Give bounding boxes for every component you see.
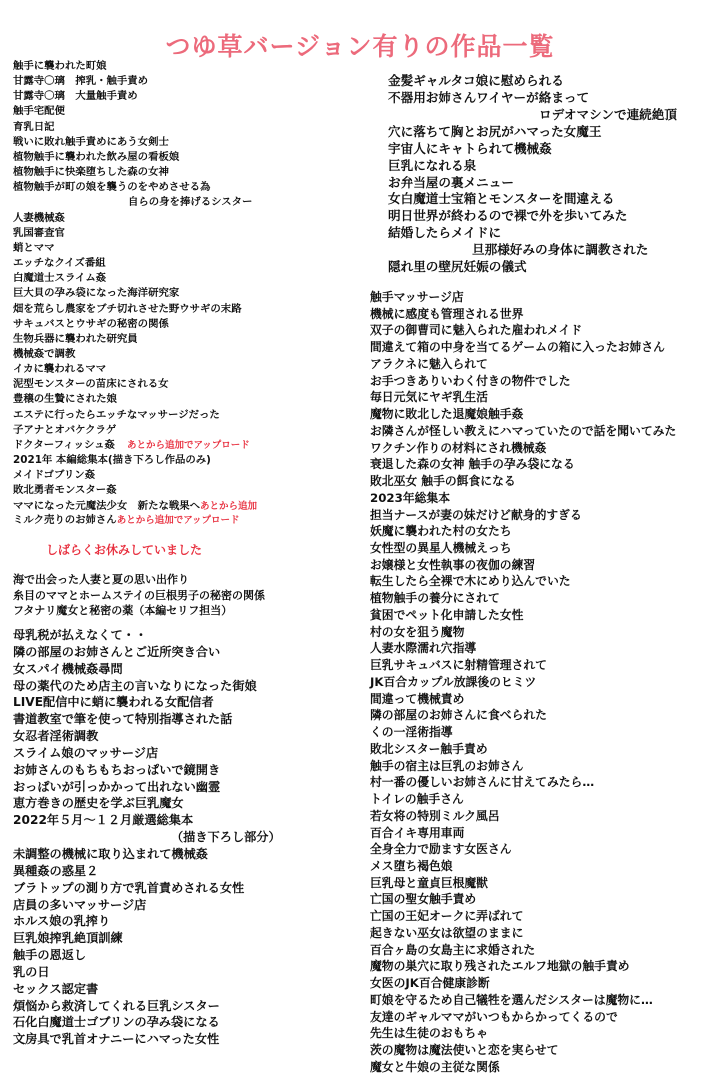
list-item: LIVE配信中に蛸に襲われる女配信者 <box>13 695 214 710</box>
list-item: 乳の日 <box>13 964 50 979</box>
note-added-later: あとから追加でアップロード <box>116 515 240 526</box>
list-item: 母の薬代のため店主の言いなりになった街娘 <box>13 678 257 693</box>
rest-notice: しばらくお休みしていました <box>46 543 203 557</box>
list-item: 隠れ里の壁尻妊娠の儀式 <box>388 259 527 275</box>
list-item <box>13 499 257 514</box>
list-item: 触手マッサージ店 <box>370 290 464 304</box>
list-item: 恵方巻きの歴史を学ぶ巨乳魔女 <box>13 796 184 811</box>
right-list-1 <box>388 73 677 276</box>
list-item: ワクチン作りの材料にされ機械姦 <box>370 440 547 455</box>
list-item: 全身全力で励ます女医さん <box>370 842 512 857</box>
list-item: 魔物の巣穴に取り残されたエルフ地獄の触手責め <box>370 959 630 974</box>
list-item: 触手に襲われた町娘 <box>13 60 107 72</box>
list-item: 白魔道士スライム姦 <box>13 272 107 285</box>
list-item: 戦いに敗れ触手責めにあう女剣士 <box>13 135 169 148</box>
list-item: 母乳税が払えなくて・・ <box>13 628 148 642</box>
list-item: 百合イキ専用車両 <box>370 825 465 840</box>
list-item: セックス認定書 <box>13 981 99 996</box>
list-item: 機械に感度も管理される世界 <box>370 306 524 321</box>
list-item: 泥型モンスターの苗床にされる女 <box>13 378 169 391</box>
list-item: 明日世界が終わるので裸で外を歩いてみた <box>388 208 628 224</box>
list-item: 穴に落ちて胸とお尻がハマった女魔王 <box>388 123 602 139</box>
list-item: 隣の部屋のお姉さんとご近所突き合い <box>13 644 221 659</box>
list-item: 巨乳サキュバスに射精管理されて <box>370 658 547 673</box>
left-list-2 <box>13 572 265 619</box>
list-item: メイドゴブリン姦 <box>13 469 96 482</box>
list-item: トイレの触手さん <box>370 792 464 807</box>
list-item: 畑を荒らし農家をブチ切れさせた野ウサギの末路 <box>13 302 242 315</box>
list-item: 書道教室で筆を使って特別指導された話 <box>13 712 233 727</box>
list-item: メス堕ち褐色娘 <box>370 858 453 873</box>
list-item: 植物触手に襲われた飲み屋の看板娘 <box>13 150 180 163</box>
list-item: 転生したら全裸で木にめり込んでいた <box>370 574 571 589</box>
list-item: 触手宅配便 <box>13 105 65 118</box>
list-item: 隣の部屋のお姉さんに食べられた <box>370 708 547 723</box>
list-item: お嬢様と女性執事の夜伽の練習 <box>370 557 536 572</box>
list-item: 担当ナースが妻の妹だけど献身的すぎる <box>370 507 582 522</box>
list-item: 触手の恩返し <box>13 948 87 963</box>
list-item: 2023年総集本 <box>370 490 451 505</box>
list-item: 間違えて箱の中身を当てるゲームの箱に入ったお姉さん <box>370 340 665 355</box>
list-item: 女医のJK百合健康診断 <box>370 976 490 991</box>
left-list-1 <box>13 59 257 514</box>
list-item: 巨乳娘搾乳絶頂訓練 <box>13 931 123 946</box>
milk-list <box>13 513 240 528</box>
list-item: 敗北勇者モンスター姦 <box>13 484 117 497</box>
list-item: （描き下ろし部分） <box>171 830 281 845</box>
list-item: 触手の宿主は巨乳のお姉さん <box>370 758 524 773</box>
list-item: JK百合カップル放課後のヒミツ <box>370 674 537 689</box>
list-item: 女忍者淫術調教 <box>13 729 99 744</box>
note-added-later: あとから追加でアップロード <box>126 439 250 451</box>
list-item: 豊穣の生贄にされた娘 <box>13 393 117 406</box>
list-item: 間違って機械責め <box>370 691 465 706</box>
list-item: 金髪ギャルタコ娘に慰められる <box>388 73 564 88</box>
list-item: エステに行ったらエッチなマッサージだった <box>13 408 220 421</box>
list-item: 敗北シスター触手責め <box>370 741 488 756</box>
list-item: 蛸とママ <box>13 241 55 254</box>
list-item: 亡国の王妃オークに弄ばれて <box>370 909 524 924</box>
list-item: 村の女を狙う魔物 <box>370 624 465 639</box>
list-item: ホルス娘の乳搾り <box>13 914 111 929</box>
item-text: ドクターフィッシュ姦 <box>13 438 115 451</box>
list-item: 村一番の優しいお姉さんに甘えてみたら… <box>370 775 595 790</box>
list-item: 魔女と牛娘の主従な関係 <box>370 1059 500 1074</box>
list-item: 若女将の特別ミルク風呂 <box>370 808 500 823</box>
item-text: ミルク売りのお姉さん <box>13 514 117 526</box>
list-item: イカに襲われるママ <box>13 363 107 376</box>
list-item: アラクネに魅入られて <box>370 356 488 371</box>
list-item: 乳国審査官 <box>13 226 65 239</box>
list-item: おっぱいが引っかかって出れない幽霊 <box>13 779 221 794</box>
left-list-3 <box>13 627 281 1048</box>
list-item: 甘露寺〇璃 大量触手責め <box>13 90 138 103</box>
list-item: 未調整の機械に取り込まれて機械姦 <box>13 846 208 861</box>
list-item: 旦那様好みの身体に調教された <box>472 242 649 258</box>
list-item: 宇宙人にキャトられて機械姦 <box>388 140 552 156</box>
list-item: 双子の御曹司に魅入られた雇われメイド <box>370 323 583 338</box>
list-item: ブラトップの測り方で乳首責めされる女性 <box>13 880 245 895</box>
list-item: 巨乳母と童貞巨根魔獣 <box>370 875 488 890</box>
list-item: 友達のギャルママがいつもからかってくるので <box>370 1009 618 1024</box>
list-item: 植物触手に快楽堕ちした森の女神 <box>13 166 169 179</box>
list-item: 人妻機械姦 <box>13 211 65 224</box>
list-item: 女スパイ機械姦尋問 <box>13 661 123 676</box>
page-title: つゆ草バージョン有りの作品一覧 <box>165 32 555 61</box>
list-item: お手つきありいわく付きの物件でした <box>370 373 571 388</box>
list-item: 甘露寺〇璃 搾乳・触手責め <box>13 75 149 88</box>
list-item: 女性型の異星人機械えっち <box>370 541 512 556</box>
list-item: 糸目のママとホームステイの巨根男子の秘密の関係 <box>13 588 266 602</box>
list-item: 機械姦で調教 <box>13 347 76 360</box>
right-list-2 <box>370 289 676 1076</box>
list-item: 人妻水際濡れ穴指導 <box>370 641 477 656</box>
list-item <box>13 513 240 528</box>
list-item: 衰退した森の女神 触手の孕み袋になる <box>370 457 575 472</box>
list-item: 子アナとオバケクラゲ <box>13 423 117 436</box>
list-item: 自らの身を捧げるシスター <box>128 196 253 209</box>
list-item: 敗北巫女 触手の餌食になる <box>370 474 516 489</box>
list-item: 海で出会った人妻と夏の思い出作り <box>13 573 189 586</box>
list-item: 植物触手の養分にされて <box>370 591 500 606</box>
list-item: サキュバスとウサギの秘密の関係 <box>13 317 169 330</box>
list-item: 結婚したらメイドに <box>388 225 502 241</box>
list-item: 石化白魔道士ゴブリンの孕み袋になる <box>13 1015 220 1030</box>
list-item: 2022年５月～１２月厳選総集本 <box>13 813 194 828</box>
list-item: 植物触手が町の娘を襲うのをやめさせる為 <box>13 181 211 194</box>
list-item: 育乳日記 <box>13 120 55 133</box>
list-item: 魔物に敗北した退魔娘触手姦 <box>370 407 524 422</box>
list-item: 起きない巫女は欲望のままに <box>370 925 524 940</box>
list-item: 煩悩から救済してくれる巨乳シスター <box>13 998 220 1013</box>
list-item: スライム娘のマッサージ店 <box>13 745 159 760</box>
list-item: 文房具で乳首オナニーにハマった女性 <box>13 1032 220 1047</box>
list-item: 町娘を守るため自己犠牲を選んだシスターは魔物に… <box>370 992 653 1007</box>
list-item: 異種姦の惑星２ <box>13 863 99 878</box>
list-item: お姉さんのもちもちおっぱいで鏡開き <box>13 762 221 777</box>
list-item: フタナリ魔女と秘密の薬（本編セリフ担当） <box>13 604 233 618</box>
list-item: 百合ヶ島の女島主に求婚された <box>370 942 536 957</box>
list-item: 巨大貝の孕み袋になった海洋研究家 <box>13 287 180 300</box>
list-item: 2021年 本編総集本(描き下ろし作品のみ) <box>13 454 211 467</box>
list-item: 店員の多いマッサージ店 <box>13 897 147 912</box>
list-item: 不器用お姉さんワイヤーが絡まって <box>388 89 590 105</box>
list-item: 毎日元気にヤギ乳生活 <box>370 390 488 405</box>
list-item: 茨の魔物は魔法使いと恋を実らせて <box>370 1043 559 1058</box>
note-added-later: あとから追加 <box>200 500 258 512</box>
list-item: 女白魔道士宝箱とモンスターを間違える <box>388 191 615 207</box>
list-item: お弁当屋の裏メニュー <box>388 174 514 190</box>
item-text: ママになった元魔法少女 新たな戦果へ <box>13 499 201 512</box>
list-item: 先生は生徒のおもちゃ <box>370 1026 488 1041</box>
list-item: 貧困でペット化申請した女性 <box>370 607 524 622</box>
list-item <box>13 438 257 453</box>
list-item: 亡国の聖女触手責め <box>370 892 477 907</box>
list-item: お隣さんが怪しい教えにハマっていたので話を聞いてみた <box>370 423 677 438</box>
list-item: 巨乳になれる泉 <box>388 157 477 173</box>
list-item: ロデオマシンで連続絶頂 <box>539 106 677 122</box>
list-item: くの一淫術指導 <box>370 725 453 740</box>
list-item: エッチなクイズ番組 <box>13 257 106 270</box>
list-item: 生物兵器に襲われた研究員 <box>13 332 138 345</box>
list-item: 妖魔に襲われた村の女たち <box>370 524 512 539</box>
